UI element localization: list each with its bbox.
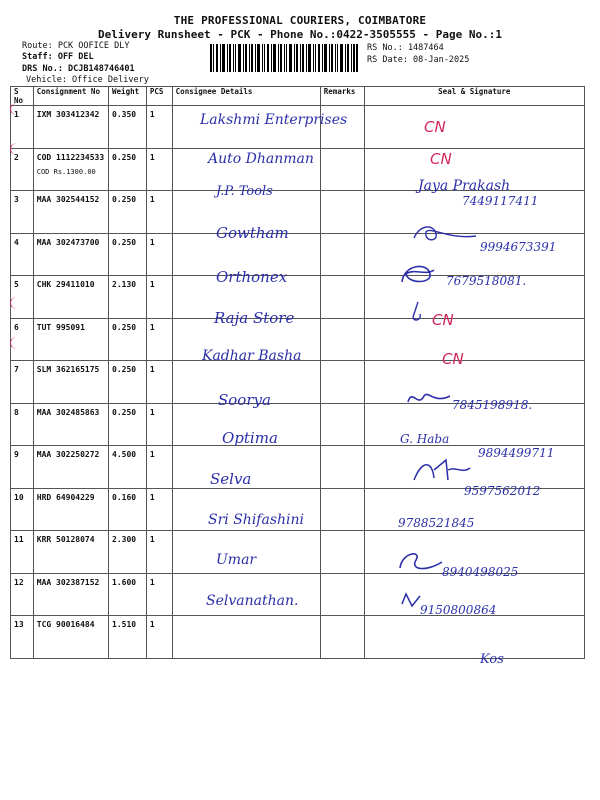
cn-mark: CN [442, 350, 464, 368]
row-signature-cell [364, 361, 584, 404]
col-consignee: Consignee Details [172, 87, 320, 106]
consignee-name: Soorya [218, 391, 271, 409]
consignee-name: Optima [222, 429, 278, 447]
signature-text: Jaya Prakash [418, 178, 511, 194]
row-remarks [320, 403, 364, 446]
runsheet-subtitle: Delivery Runsheet - PCK - Phone No.:0422-3505555 - Page No.:1 [98, 28, 502, 41]
row-consignment: MAA 302250272 [33, 446, 108, 489]
row-pcs: 1 [146, 403, 172, 446]
rs-number: RS No.: 1487464 [367, 43, 444, 53]
row-remarks [320, 191, 364, 234]
row-remarks [320, 573, 364, 616]
row-sno: 9 [11, 446, 34, 489]
row-pcs: 1 [146, 148, 172, 191]
table-header-row [11, 87, 585, 106]
footer-initials: Kos [480, 652, 504, 667]
row-consignment: MAA 302544152 [33, 191, 108, 234]
row-weight: 0.250 [109, 191, 147, 234]
staff-label: Staff: OFF DEL [22, 52, 94, 62]
consignee-name: Sri Shifashini [208, 512, 304, 528]
signature-scribble [412, 456, 472, 486]
vehicle-label: Vehicle: Office Delivery [26, 75, 149, 85]
route-label: Route: PCK OOFICE DLY [22, 41, 130, 51]
row-signature-cell [364, 106, 584, 149]
row-sno: 6 [11, 318, 34, 361]
consignee-name: Umar [216, 552, 257, 568]
row-consignment: TUT 995091 [33, 318, 108, 361]
consignee-name: Selvanathan. [206, 593, 299, 609]
col-pcs: PCS [146, 87, 172, 106]
phone-number: 9894499711 [478, 446, 555, 460]
signature-scribble [404, 386, 454, 410]
row-remarks [320, 531, 364, 574]
row-weight: 0.160 [109, 488, 147, 531]
row-pcs: 1 [146, 446, 172, 489]
row-weight: 4.500 [109, 446, 147, 489]
consignee-name: Orthonex [216, 268, 288, 286]
consignee-name: Raja Store [214, 309, 295, 327]
row-consignment: HRD 64904229 [33, 488, 108, 531]
signature-scribble [410, 220, 480, 246]
row-consignment: TCG 90016484 [33, 616, 108, 659]
signature-text: G. Haba [400, 432, 450, 446]
row-weight: 1.600 [109, 573, 147, 616]
consignee-name: Selva [210, 470, 252, 488]
red-tick-mark [10, 337, 25, 349]
rs-date: RS Date: 08-Jan-2025 [367, 55, 470, 65]
row-consignment: CHK 29411010 [33, 276, 108, 319]
col-consignment: Consignment No [33, 87, 108, 106]
barcode-image [210, 44, 358, 72]
cn-mark: CN [430, 150, 452, 168]
red-tick-mark [10, 297, 25, 309]
drs-label: DRS No.: DCJB148746401 [22, 64, 135, 74]
row-weight: 1.510 [109, 616, 147, 659]
row-sno: 8 [11, 403, 34, 446]
row-pcs: 1 [146, 488, 172, 531]
red-tick-mark [10, 103, 25, 115]
row-signature-cell [364, 616, 584, 659]
row-signature-cell [364, 318, 584, 361]
phone-number: 9597562012 [464, 484, 541, 498]
row-sno: 7 [11, 361, 34, 404]
row-sno: 13 [11, 616, 34, 659]
col-weight: Weight [109, 87, 147, 106]
row-pcs: 1 [146, 616, 172, 659]
row-weight: 0.250 [109, 403, 147, 446]
row-pcs: 1 [146, 191, 172, 234]
row-remarks [320, 148, 364, 191]
phone-number: 7845198918. [452, 398, 533, 412]
row-sno: 5 [11, 276, 34, 319]
consignee-name: Lakshmi Enterprises [200, 112, 348, 128]
row-weight: 0.250 [109, 361, 147, 404]
company-title: THE PROFESSIONAL COURIERS, COIMBATORE [173, 14, 427, 27]
signature-scribble [406, 300, 426, 324]
row-weight: 2.130 [109, 276, 147, 319]
row-consignment: SLM 362165175 [33, 361, 108, 404]
signature-scribble [398, 260, 438, 288]
row-remarks [320, 233, 364, 276]
row-weight: 2.300 [109, 531, 147, 574]
consignee-name: Gowtham [216, 224, 289, 242]
phone-number: 9788521845 [398, 516, 475, 530]
row-consignment: KRR 50128074 [33, 531, 108, 574]
red-tick-mark [10, 143, 25, 155]
row-weight: 0.250 [109, 318, 147, 361]
consignee-name: J.P. Tools [216, 184, 273, 199]
row-remarks [320, 318, 364, 361]
signature-scribble [396, 548, 446, 574]
row-consignment: MAA 302485863 [33, 403, 108, 446]
row-consignment: COD 1112234533 [36, 152, 105, 162]
row-consignment: MAA 302473700 [33, 233, 108, 276]
row-consignment: IXM 303412342 [33, 106, 108, 149]
row-consignment-cell [33, 148, 108, 191]
row-pcs: 1 [146, 531, 172, 574]
row-weight: 0.250 [109, 233, 147, 276]
phone-number: 8940498025 [442, 565, 519, 579]
row-remarks [320, 446, 364, 489]
phone-number: 9994673391 [480, 240, 557, 254]
row-consignee-cell [172, 616, 320, 659]
row-weight: 0.250 [109, 148, 147, 191]
row-pcs: 1 [146, 361, 172, 404]
col-remarks: Remarks [320, 87, 364, 106]
cn-mark: CN [432, 311, 454, 329]
row-pcs: 1 [146, 573, 172, 616]
row-consignment: MAA 302387152 [33, 573, 108, 616]
row-pcs: 1 [146, 233, 172, 276]
row-pcs: 1 [146, 106, 172, 149]
cn-mark: CN [424, 118, 446, 136]
col-sno: S No [11, 87, 34, 106]
col-signature: Seal & Signature [364, 87, 584, 106]
row-weight: 0.350 [109, 106, 147, 149]
row-sno: 2 [11, 148, 34, 191]
row-sno: 3 [11, 191, 34, 234]
consignee-name: Kadhar Basha [202, 348, 302, 364]
phone-number: 7679518081. [446, 274, 527, 288]
row-remarks [320, 361, 364, 404]
row-sno: 10 [11, 488, 34, 531]
row-remarks [320, 616, 364, 659]
row-sno: 4 [11, 233, 34, 276]
row-pcs: 1 [146, 318, 172, 361]
row-sno: 1 [11, 106, 34, 149]
phone-number: 9150800864 [420, 603, 497, 617]
row-remarks [320, 276, 364, 319]
row-sno: 12 [11, 573, 34, 616]
phone-number: 7449117411 [462, 194, 539, 208]
table-row [11, 361, 585, 404]
cod-amount: COD Rs.1300.00 [36, 167, 96, 176]
consignee-name: Auto Dhanman [208, 151, 314, 167]
row-pcs: 1 [146, 276, 172, 319]
row-sno: 11 [11, 531, 34, 574]
row-remarks [320, 488, 364, 531]
